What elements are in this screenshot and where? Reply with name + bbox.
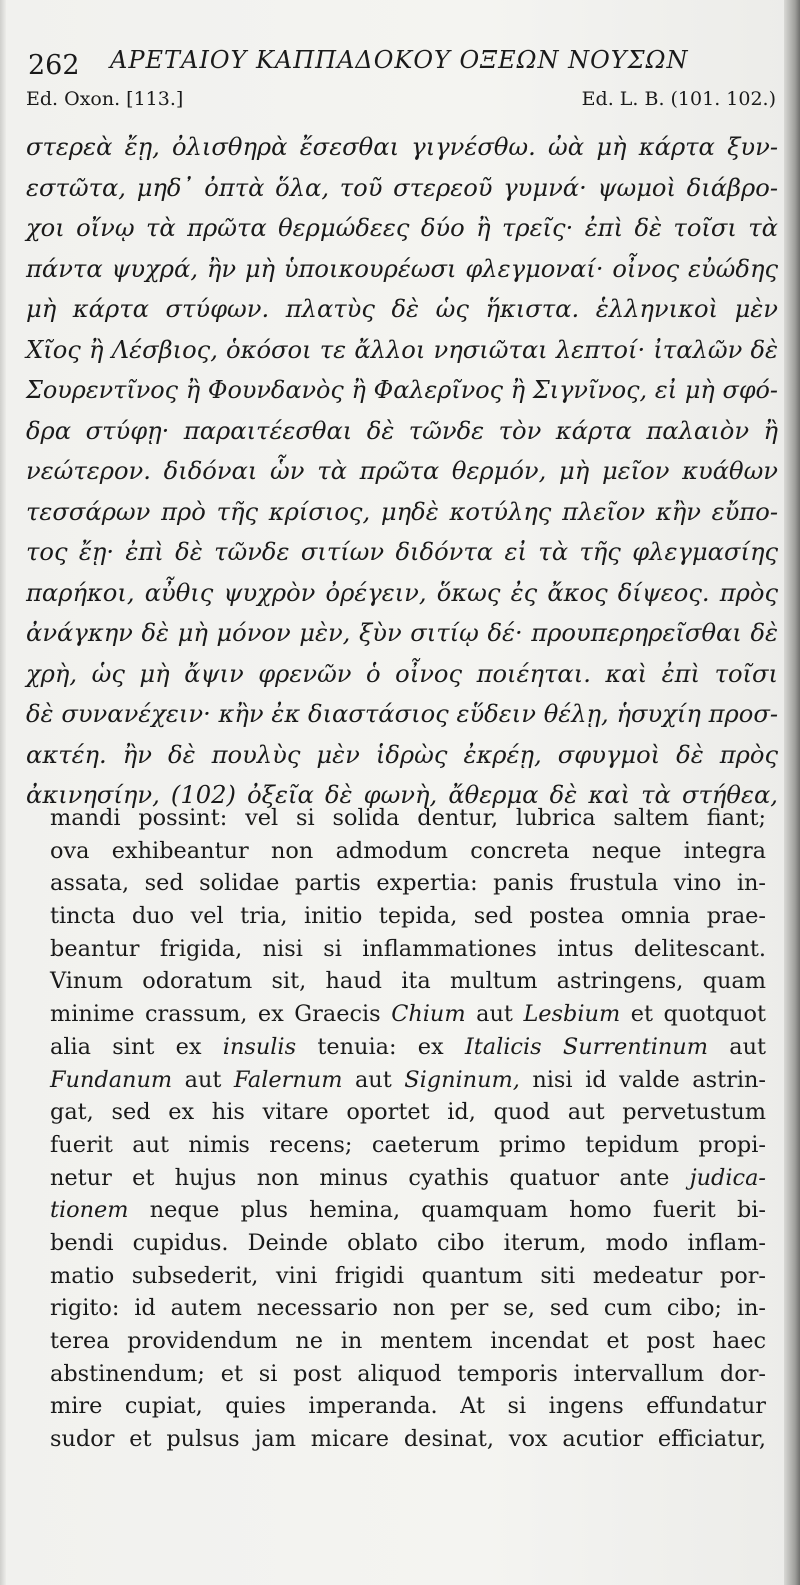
edition-reference-line (26, 88, 776, 124)
latin-text-line (50, 900, 766, 933)
italic-term: Signinum, (404, 1066, 520, 1093)
latin-text-line (50, 1358, 766, 1391)
running-title: ΑΡΕΤΑΙΟΥ ΚΑΠΠΑΔΟΚΟΥ ΟΞΕΩΝ ΝΟΥΣΩΝ (110, 46, 689, 74)
greek-text-line: Σουρεντῖνος ἢ Φουνδανὸς ἢ Φαλερῖνος ἢ Σιγνῖνος, εἰ μὴ σφό- (26, 376, 778, 404)
greek-text-line: ακτέη. ἢν δὲ πουλὺς μὲν ἱδρὼς ἐκρέῃ, σφυγμοὶ δὲ πρὸς (26, 740, 778, 769)
page-edge-shadow (784, 0, 800, 1585)
text-segment: abstinendum; et si post aliquod temporis intervallum dor- (50, 1360, 766, 1387)
text-segment: fuerit aut nimis recens; caeterum primo tepidum propi- (50, 1131, 766, 1158)
latin-text-line (50, 1064, 766, 1097)
edition-lb-reference: Ed. L. B. (101. 102.) (581, 88, 776, 110)
italic-term: Italicis Surrentinum (464, 1033, 708, 1060)
page-header (28, 38, 768, 86)
text-segment: matio subsederit, vini frigidi quantum siti medeatur por- (50, 1262, 766, 1289)
latin-text-line (50, 1292, 766, 1325)
text-segment: sudor et pulsus jam micare desinat, vox acutior efficiatur, (50, 1426, 766, 1453)
text-segment: Vinum odoratum sit, haud ita multum astringens, quam (50, 968, 766, 995)
italic-term: tionem (50, 1197, 129, 1224)
greek-text-line: τεσσάρων πρὸ τῆς κρίσιος, μηδὲ κοτύλης πλεῖον κἢν εὔπο- (26, 497, 778, 526)
italic-term: insulis (222, 1033, 297, 1060)
latin-text-line (50, 1162, 766, 1195)
text-segment: nisi id valde astrin- (519, 1066, 766, 1093)
latin-translation-block (50, 802, 766, 1456)
text-segment: tincta duo vel tria, initio tepida, sed postea omnia prae- (50, 903, 766, 930)
latin-text-line (50, 1194, 766, 1227)
text-segment: ova exhibeantur non admodum concreta neque integra (50, 837, 766, 864)
text-segment: gat, sed ex his vitare oportet id, quod aut pervetustum (50, 1099, 766, 1126)
greek-text-line: τος ἔῃ· ἐπὶ δὲ τῶνδε σιτίων διδόντα εἰ τὰ τῆς φλεγμασίης (26, 538, 778, 566)
latin-text-line (50, 1423, 766, 1456)
text-segment: assata, sed solidae partis expertia: panis frustula vino in- (50, 870, 766, 897)
latin-text-line (50, 1031, 766, 1064)
latin-text-line (50, 1390, 766, 1423)
edition-oxon-reference: Ed. Oxon. [113.] (26, 88, 184, 110)
greek-text-line: δρα στύφῃ· παραιτέεσθαι δὲ τῶνδε τὸν κάρτα παλαιὸν ἢ (26, 416, 778, 445)
greek-text-line: νεώτερον. διδόναι ὧν τὰ πρῶτα θερμόν, μὴ μεῖον κυάθων (26, 457, 778, 485)
greek-text-line: πάντα ψυχρά, ἢν μὴ ὑποικουρέωσι φλεγμοναί· οἶνος εὐώδης (26, 254, 778, 283)
text-segment: aut (465, 1001, 524, 1028)
text-segment: terea providendum ne in mentem incendat et post haec (50, 1328, 766, 1354)
text-segment: minime crassum, ex Graecis (50, 1001, 392, 1028)
greek-text-line: ἀνάγκην δὲ μὴ μόνον μὲν, ξὺν σιτίῳ δέ· προυπερηρεῖσθαι δὲ (26, 619, 778, 647)
text-segment: bendi cupidus. Deinde oblato cibo iterum, modo inflam- (50, 1229, 766, 1256)
italic-term: Lesbium (523, 1001, 621, 1028)
text-segment: beantur frigida, nisi si inflammationes intus delitescant. (50, 935, 766, 962)
greek-text-line: δὲ συνανέχειν· κἢν ἐκ διαστάσιος εὕδειν θέλῃ, ἡσυχίη προσ- (26, 700, 778, 728)
greek-text-line: Χῖος ἢ Λέσβιος, ὁκόσοι τε ἄλλοι νησιῶται λεπτοί· ἰταλῶν δὲ (26, 335, 778, 364)
latin-text-line (50, 802, 766, 835)
page-number: 262 (28, 50, 80, 81)
greek-text-line: παρήκοι, αὖθις ψυχρὸν ὀρέγειν, ὅκως ἐς ἄκος δίψεος. πρὸς (26, 578, 778, 607)
latin-text-line (50, 998, 766, 1031)
text-segment: netur et hujus non minus cyathis quatuor ante (50, 1164, 690, 1191)
text-segment: et quotquot (620, 1001, 766, 1028)
latin-text-line (50, 867, 766, 900)
text-segment: mire cupiat, quies imperanda. At si ingens effundatur (50, 1393, 766, 1420)
greek-text-line: χρὴ, ὡς μὴ ἄψιν φρενῶν ὁ οἶνος ποιέηται. καὶ ἐπὶ τοῖσι (26, 659, 778, 688)
page-gutter-shadow (0, 0, 6, 1585)
italic-term: Chium (391, 1001, 466, 1028)
latin-text-line (50, 1096, 766, 1129)
text-segment: aut (707, 1033, 767, 1060)
text-segment: neque plus hemina, quamquam homo fuerit bi- (128, 1197, 766, 1224)
latin-text-line (50, 1227, 766, 1260)
latin-text-line (50, 1129, 766, 1162)
italic-term: Fundanum (50, 1066, 173, 1093)
greek-text-line: στερεὰ ἔῃ, ὀλισθηρὰ ἔσεσθαι γιγνέσθω. ὠὰ μὴ κάρτα ξυν- (26, 133, 778, 161)
italic-term: Falernum (233, 1066, 343, 1093)
latin-text-line (50, 835, 766, 868)
greek-text-line: μὴ κάρτα στύφων. πλατὺς δὲ ὡς ἥκιστα. ἑλληνικοὶ μὲν (26, 295, 778, 323)
text-segment: alia sint ex (50, 1033, 223, 1060)
greek-text-line: χοι οἴνῳ τὰ πρῶτα θερμώδεες δύο ἢ τρεῖς· ἐπὶ δὲ τοῖσι τὰ (26, 214, 778, 242)
greek-text-line: εστῶτα, μηδ᾽ ὀπτὰ ὅλα, τοῦ στερεοῦ γυμνά· ψωμοὶ διάβρο- (26, 173, 778, 202)
text-segment: aut (342, 1066, 405, 1093)
text-segment: tenuia: ex (296, 1033, 465, 1060)
greek-text-line: ἀκινησίην, (102) ὀξεῖα δὲ φωνὴ, ἄθερμα δὲ καὶ τὰ στήθεα, (26, 781, 778, 809)
latin-text-line (50, 1260, 766, 1293)
text-segment: mandi possint: vel si solida dentur, lubrica saltem fiant; (50, 805, 766, 831)
latin-text-line (50, 965, 766, 998)
latin-text-line (50, 1325, 766, 1358)
greek-text-block (26, 127, 778, 816)
text-segment: aut (172, 1066, 234, 1093)
text-segment: rigito: id autem necessario non per se, sed cum cibo; in- (50, 1295, 766, 1322)
latin-text-line (50, 933, 766, 966)
italic-term: judica- (689, 1164, 766, 1191)
